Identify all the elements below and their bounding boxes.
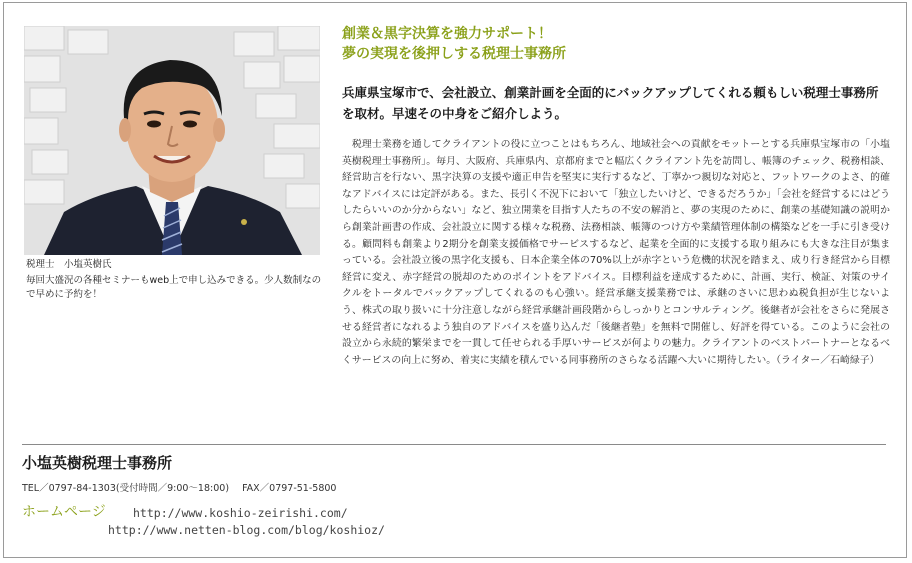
homepage-link[interactable]: http://www.koshio-zeirishi.com/	[133, 506, 348, 520]
lead-paragraph: 兵庫県宝塚市で、会社設立、創業計画を全面的にバックアップしてくれる頼もしい税理士事務所を取材。早速その中身をご紹介しよう。	[342, 85, 879, 121]
fax-number: FAX／0797-51-5800	[242, 483, 337, 494]
tel-number: TEL／0797-84-1303(受付時間／9:00～18:00)	[22, 483, 230, 494]
office-name: 小塩英樹税理士事務所	[22, 454, 173, 472]
headline-line-2: 夢の実現を後押しする税理士事務所	[342, 46, 566, 62]
caption-name: 税理士 小塩英樹氏	[26, 259, 112, 270]
blog-link[interactable]: http://www.netten-blog.com/blog/koshioz/	[108, 523, 385, 537]
caption-note: 毎回大盛況の各種セミナーもweb上で申し込みできる。少人数制なので早めに予約を！	[26, 275, 322, 300]
section-divider	[22, 444, 886, 445]
homepage-label: ホームページ	[22, 504, 106, 520]
portrait-photo	[24, 26, 320, 255]
photo-caption	[26, 258, 326, 302]
contact-info	[22, 480, 346, 494]
headline-line-1: 創業＆黒字決算を強力サポート！	[342, 26, 552, 42]
article-body: 税理士業務を通してクライアントの役に立つことはもちろん、地域社会への貢献をモットーとする兵庫県宝塚市の「小塩英樹税理士事務所」。毎月、大阪府、兵庫県内、京都府までと幅広くクライアント先を訪問し、帳簿のチェック、税務相談、経営助言を行ない、黒字決算の支援や適正申告を堅実に実行するなど、丁寧かつ親切な対応と、フットワークのよさ、的確なアドバイスには定評がある。また、長引く不況下において「独立したいけど、できるだろうか」「会社を経営するにはどうしたらいいのか分からない」など、独立開業を目指す人たちの不安の解消と、夢の実現のために、創業の基礎知識の説明から創業計画書の作成、会社設立に関する様々な税務、法務相談、帳簿のつけ方や業績管理体制の構築などを一手に引き受ける。顧問料も創業より2期分を創業支援価格でサービスするなど、起業を全面的に支援する取り組みにも大きな注目が集まっている。会社設立後の黒字化支援も、日本企業全体の70%以上が赤字という危機的状況を踏まえ、成り行き経営から目標経営に変え、赤字経営の脱却のためのポイントをアドバイス。目標利益を達成するために、計画、実行、検証、対策のサイクルをトータルでバックアップしてくれるのも心強い。経営承継支援業務では、承継のさいに思わぬ税負担が生じないよう、株式の取り扱いに十分注意しながら経営承継計画段階からしっかりとコンサルティング。後継者が会社をさらに発展させる経営者になれるよう独自のアドバイスを盛り込んだ「後継者塾」を無料で開催し、好評を得ている。このように会社の設立から永続的繁栄までを一貫して任せられる手厚いサービスが何よりの魅力。クライアントのベストパートナーとなるべくサービスの向上に努め、着実に実績を積んでいる同事務所のさらなる活躍へ大いに期待したい。（ライター／石崎緑子）	[342, 139, 890, 366]
headline	[342, 24, 882, 64]
